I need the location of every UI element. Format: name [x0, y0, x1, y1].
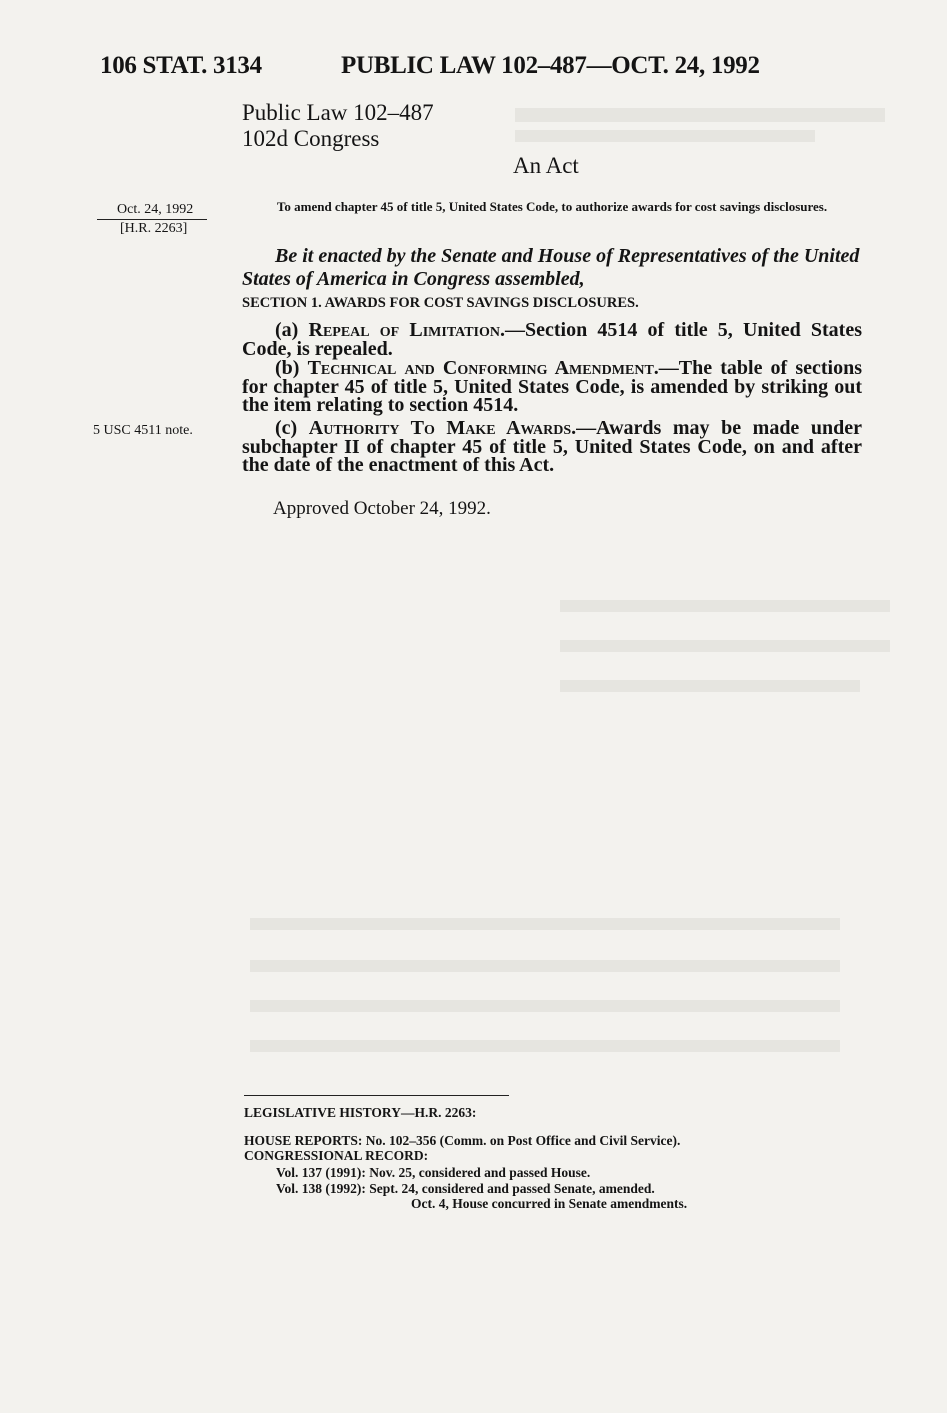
- section-heading: SECTION 1. AWARDS FOR COST SAVINGS DISCLOSURES.: [242, 295, 639, 311]
- subsection-c-label: (c): [275, 417, 298, 439]
- enacting-clause: [242, 245, 862, 291]
- record-vol-138-continued: Oct. 4, House concurred in Senate amendments.: [411, 1196, 688, 1211]
- subsection-a: [242, 321, 862, 358]
- bleed-through-mark: [250, 1040, 840, 1052]
- public-law-number: Public Law 102–487: [242, 100, 434, 125]
- act-purpose: To amend chapter 45 of title 5, United States Code, to authorize awards for cost savings disclosures.: [276, 199, 828, 214]
- record-vol-137: Vol. 137 (1991): Nov. 25, considered and passed House.: [276, 1165, 591, 1180]
- subsection-b-label: (b): [275, 357, 300, 379]
- subsection-a-heading: Repeal of Limitation.: [308, 319, 505, 341]
- bleed-through-mark: [560, 640, 890, 652]
- subsection-b-text: —The table of sections for chapter 45 of title 5, United States Code, is amended by striking out the item relating to section 4514.: [242, 357, 862, 416]
- subsection-b: [242, 359, 862, 415]
- legislative-history-heading: LEGISLATIVE HISTORY—H.R. 2263:: [244, 1105, 477, 1120]
- subsection-c-text: —Awards may be made under subchapter II of chapter 45 of title 5, United States Code, on and after the date of the enactment of this Act.: [242, 417, 862, 476]
- approval-date: Approved October 24, 1992.: [273, 498, 491, 519]
- bleed-through-mark: [250, 1000, 840, 1012]
- subsection-c: [242, 419, 862, 475]
- congress-label: 102d Congress: [242, 126, 380, 151]
- stat-page-number: 106 STAT. 3134: [100, 52, 262, 79]
- bleed-through-mark: [515, 108, 885, 122]
- subsection-a-text: —Section 4514 of title 5, United States Code, is repealed.: [242, 319, 863, 360]
- bleed-through-mark: [250, 918, 840, 930]
- enacting-clause-text: Be it enacted by the Senate and House of Representatives of the United States of America in Congress assembled,: [242, 245, 860, 290]
- congressional-record-label: CONGRESSIONAL RECORD:: [244, 1148, 429, 1163]
- footnote-rule: [244, 1095, 509, 1096]
- margin-usc-note: 5 USC 4511 note.: [93, 423, 193, 438]
- bleed-through-mark: [250, 960, 840, 972]
- house-reports: HOUSE REPORTS: No. 102–356 (Comm. on Post Office and Civil Service).: [244, 1133, 681, 1148]
- bleed-through-mark: [560, 680, 860, 692]
- margin-divider: [97, 219, 207, 220]
- bleed-through-mark: [560, 600, 890, 612]
- subsection-c-heading: Authority To Make Awards.: [308, 417, 577, 439]
- subsection-b-heading: Technical and Conforming Amendment.: [307, 357, 659, 379]
- act-label: An Act: [513, 153, 579, 178]
- running-title: PUBLIC LAW 102–487—OCT. 24, 1992: [341, 52, 760, 79]
- subsection-a-label: (a): [275, 319, 299, 341]
- margin-bill-number: [H.R. 2263]: [120, 221, 188, 236]
- margin-date: Oct. 24, 1992: [117, 202, 194, 217]
- bleed-through-mark: [515, 130, 815, 142]
- record-vol-138: Vol. 138 (1992): Sept. 24, considered and passed Senate, amended.: [276, 1181, 655, 1196]
